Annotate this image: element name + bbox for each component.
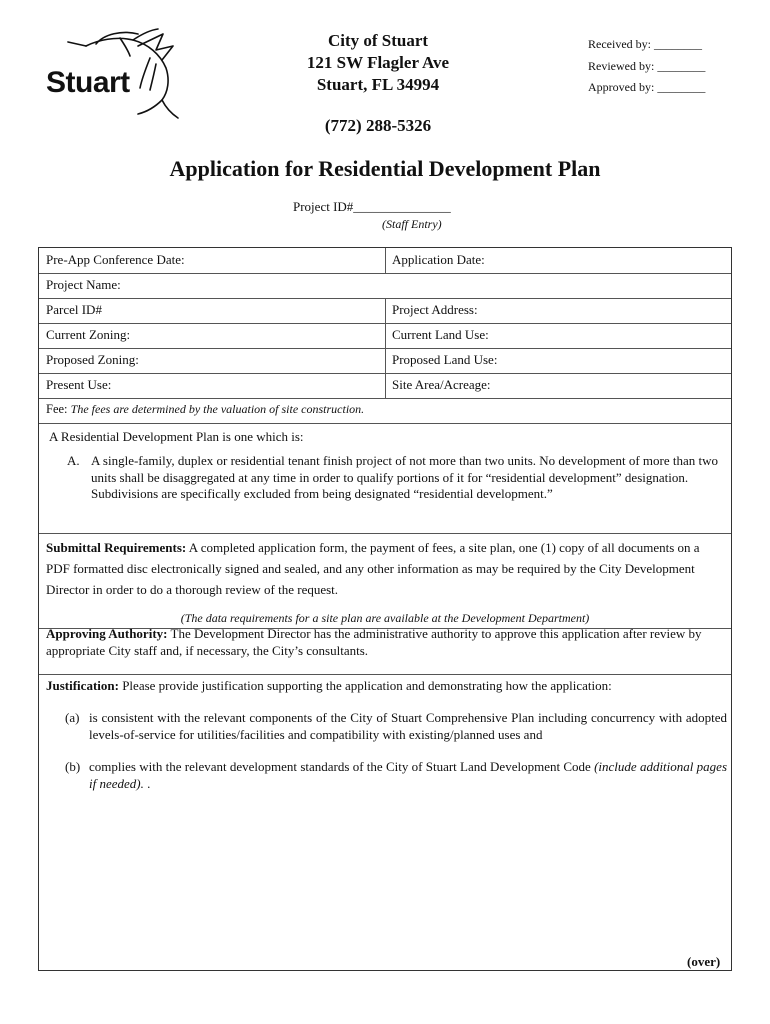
justification-label: Justification: <box>46 678 119 693</box>
row-project-name <box>39 274 731 299</box>
approving-authority <box>46 626 728 659</box>
pre-app-date-field[interactable]: Pre-App Conference Date: <box>46 252 185 267</box>
reviewed-by-field[interactable]: Reviewed by: ________ <box>588 58 706 73</box>
staff-entry-note: (Staff Entry) <box>382 217 442 231</box>
city-name: City of Stuart <box>327 31 429 50</box>
city-address-block <box>278 30 478 96</box>
street-address: 121 SW Flagler Ave <box>306 53 450 72</box>
submittal-text: A completed application form, the payment of fees, a site plan, one (1) copy of all documents on a PDF formatted disc electronically signed and sealed, and any other information as may be required by the City Development Director in order to do a thorough review of the request. <box>46 540 700 597</box>
submittal-requirements <box>46 537 726 600</box>
logo-wordmark: Stuart <box>46 66 130 99</box>
definition-item-text: A single-family, duplex or residential tenant finish project of not more than two units. No development of more than two units shall be disaggregated at any time in order to qualify portions of it for “residential development” designation. Subdivisions are specifically excluded from being designated “residential development.” <box>91 453 718 501</box>
approving-label: Approving Authority: <box>46 626 168 641</box>
justification-a-marker: (a) <box>65 710 80 725</box>
justification-b-tail: . <box>143 775 151 791</box>
site-plan-note: (The data requirements for a site plan are available at the Development Department) <box>180 611 590 625</box>
justification-b-main: complies with the relevant development standards of the City of Stuart Land Development Code <box>89 759 595 774</box>
justification-b-text <box>89 759 727 792</box>
justification-a-text: is consistent with the relevant components of the City of Stuart Comprehensive Plan including concurrency with adopted levels-of-service for utilities/facilities and compatibility with existing/planned uses and <box>89 710 727 742</box>
present-use-field[interactable]: Present Use: <box>46 377 112 392</box>
definition-item-marker: A. <box>67 453 80 468</box>
definition-intro: A Residential Development Plan is one which is: <box>49 429 304 444</box>
application-form <box>38 247 732 971</box>
fee-field <box>46 402 364 417</box>
submittal-label: Submittal Requirements: <box>46 540 187 555</box>
site-area-field[interactable]: Site Area/Acreage: <box>392 377 491 392</box>
fee-label: Fee: <box>46 402 68 416</box>
city-state-zip: Stuart, FL 34994 <box>316 75 440 94</box>
current-zoning-field[interactable]: Current Zoning: <box>46 327 131 342</box>
page-title: Application for Residential Development Plan <box>169 156 601 181</box>
received-by-field[interactable]: Received by: ________ <box>588 37 702 51</box>
project-name-field[interactable]: Project Name: <box>46 277 121 292</box>
current-land-use-field[interactable]: Current Land Use: <box>392 327 489 342</box>
divider <box>385 248 386 274</box>
approved-by-field[interactable]: Approved by: ________ <box>588 80 706 94</box>
divider <box>385 299 386 399</box>
office-use-block <box>588 34 705 99</box>
fee-note: The fees are determined by the valuation of site construction. <box>70 402 365 416</box>
parcel-id-field[interactable]: Parcel ID# <box>46 302 102 317</box>
justification-b-italic: (include additional pages if needed). <box>89 759 727 791</box>
over-note: (over) <box>687 954 721 969</box>
justification-b-marker: (b) <box>65 759 81 774</box>
proposed-land-use-field[interactable]: Proposed Land Use: <box>392 352 498 367</box>
application-date-field[interactable]: Application Date: <box>392 252 485 267</box>
approving-text: The Development Director has the administrative authority to approve this application after review by appropriate City staff and, if necessary, the City’s consultants. <box>46 626 702 658</box>
project-address-field[interactable]: Project Address: <box>392 302 478 317</box>
justification-intro <box>46 678 728 695</box>
proposed-zoning-field[interactable]: Proposed Zoning: <box>46 352 139 367</box>
phone-number: (772) 288-5326 <box>324 116 432 135</box>
justification-text: Please provide justification supporting the application and demonstrating how the application: <box>118 678 612 693</box>
project-id-field[interactable]: Project ID#_______________ <box>293 199 451 214</box>
